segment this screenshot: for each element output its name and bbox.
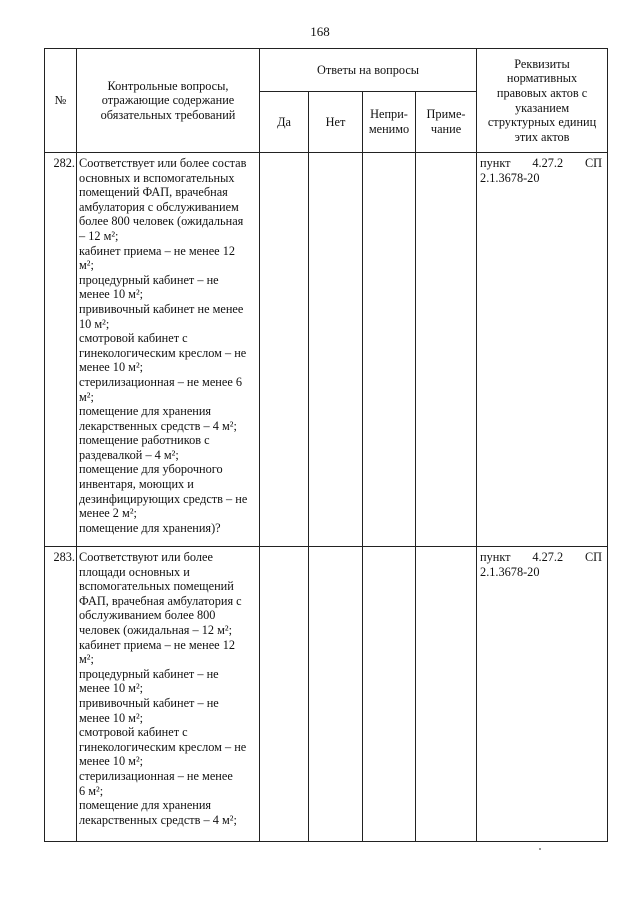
question-line: менее 10 м²; [79,681,144,696]
row-number: 283. [45,547,77,842]
question-line: м²; [79,389,94,404]
question-line: помещение работников с [79,433,210,448]
table-row [45,153,608,547]
question-line: – 12 м²; [79,228,119,243]
question-line: менее 10 м²; [79,287,144,302]
scan-speck [539,848,541,850]
question-line: ФАП, врачебная амбулатория с [79,593,242,608]
question-line: м²; [79,258,94,273]
question-line: процедурный кабинет – не [79,272,219,287]
answer-yes-cell [260,547,309,842]
answer-no-cell [309,547,363,842]
question-line: прививочный кабинет – не [79,695,219,710]
question-line: Соответствует или более состав [79,156,247,170]
page-number: 168 [310,24,330,39]
question-line: гинекологическим креслом – не [79,345,247,360]
question-line: стерилизационная – не менее 6 [79,374,243,389]
answer-na-cell [363,547,416,842]
header-questions: Контрольные вопросы, отражающие содержание обязательных требований [77,49,260,153]
question-line: Соответствуют или более [79,550,213,564]
question-line: менее 10 м²; [79,710,144,725]
question-line: человек (ожидальная – 12 м²; [79,622,232,637]
question-line: помещение для хранения)? [79,520,221,535]
question-line: помещение для уборочного [79,462,223,477]
table-row [45,547,608,842]
row-number: 282. [45,153,77,547]
legal-reference: пункт 4.27.2 СП 2.1.3678-20 [477,547,608,842]
question-line: 6 м²; [79,783,104,798]
question-line: лекарственных средств – 4 м²; [79,418,237,433]
question-line: прививочный кабинет не менее [79,301,244,316]
question-line: дезинфицирующих средств – не [79,491,248,506]
checklist-table [44,48,608,842]
question-line: более 800 человек (ожидальная [79,214,244,229]
header-no: Нет [309,92,363,153]
question-line: менее 2 м²; [79,506,137,521]
question-line: кабинет приема – не менее 12 [79,637,236,652]
answer-na-cell [363,153,416,547]
question-line: лекарственных средств – 4 м²; [79,812,237,827]
question-line: инвентаря, моющих и [79,477,194,492]
question-line: смотровой кабинет с [79,331,188,346]
question-line: процедурный кабинет – не [79,666,219,681]
question-line: вспомогательных помещений [79,579,234,594]
question-line: раздевалкой – 4 м²; [79,447,179,462]
question-line: менее 10 м²; [79,360,144,375]
question-line: помещение для хранения [79,798,212,813]
question-line: менее 10 м²; [79,754,144,769]
answer-yes-cell [260,153,309,547]
question-line: помещений ФАП, врачебная [79,185,228,200]
header-number: № [45,49,77,153]
question-line: кабинет приема – не менее 12 [79,243,236,258]
question-line: амбулатория с обслуживанием [79,199,239,214]
question-line: обслуживанием более 800 [79,608,216,623]
header-not-applicable: Непри- менимо [363,92,416,153]
question-line: смотровой кабинет с [79,725,188,740]
question-text [77,153,260,547]
question-text [77,547,260,842]
question-line: 10 м²; [79,316,110,331]
question-line: м²; [79,652,94,667]
answer-no-cell [309,153,363,547]
header-yes: Да [260,92,309,153]
legal-reference: пункт 4.27.2 СП 2.1.3678-20 [477,153,608,547]
question-line: стерилизационная – не менее [79,768,233,783]
question-line: основных и вспомогательных [79,170,235,185]
answer-note-cell [416,547,477,842]
header-answers: Ответы на вопросы [260,49,477,92]
question-line: гинекологическим креслом – не [79,739,247,754]
question-line: площади основных и [79,564,190,579]
question-line: помещение для хранения [79,404,212,419]
answer-note-cell [416,153,477,547]
header-legal-acts: Реквизиты нормативных правовых актов с указанием структурных единиц этих актов [477,49,608,153]
header-note: Приме- чание [416,92,477,153]
